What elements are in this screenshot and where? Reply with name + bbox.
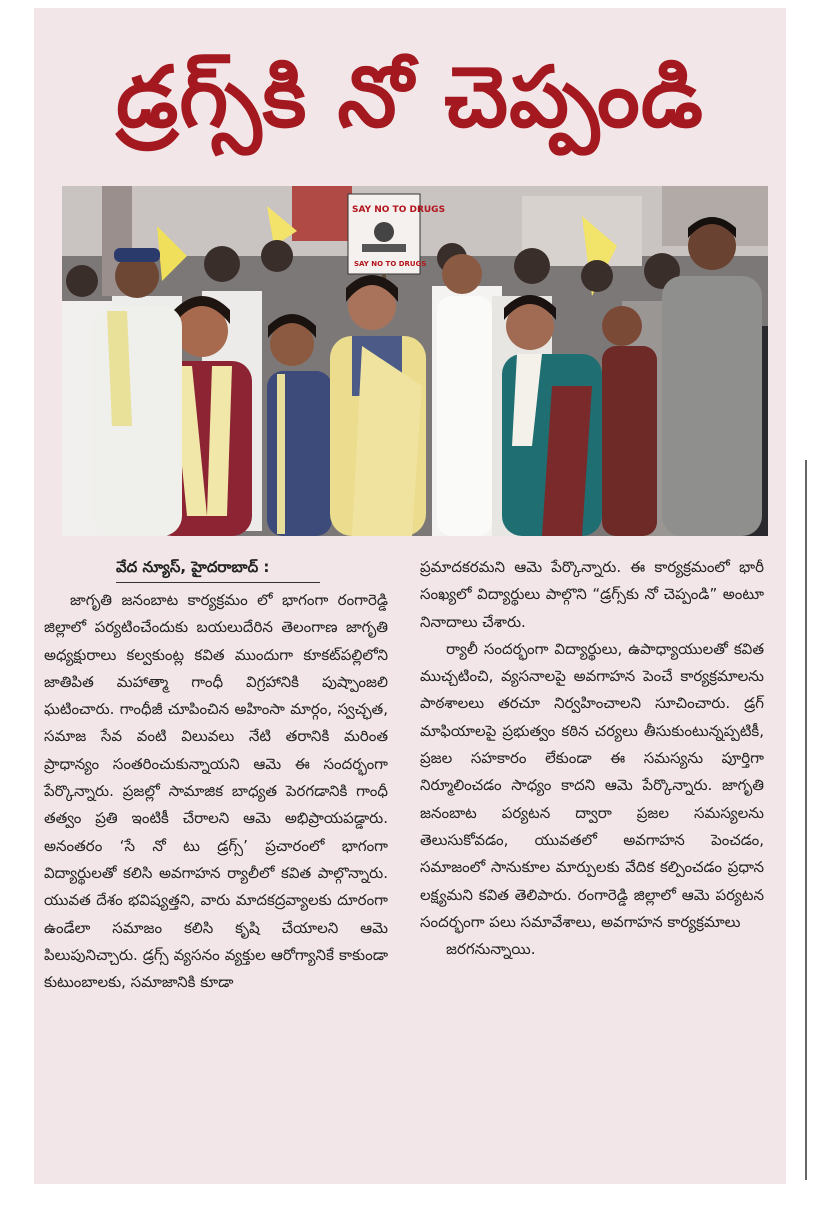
margin-rule (805, 460, 807, 1180)
byline: వేద న్యూస్, హైదరాబాద్ : (116, 554, 320, 583)
article-column-left (44, 554, 388, 996)
article-paragraph-continuation: ప్రమాదకరమని ఆమె పేర్కొన్నారు. ఈ కార్యక్రమంలో భారీ సంఖ్యలో విద్యార్థులు పాల్గొని “డ్రగ్స్‌కు నో చెప్పండి” అంటూ నినాదాలు చేశారు. (420, 558, 764, 631)
rally-photo (62, 186, 768, 536)
article-column-right (420, 554, 764, 963)
placard-text-top: SAY NO TO DRUGS (352, 205, 446, 215)
article-paragraph: జాగృతి జనంబాట కార్యక్రమం లో భాగంగా రంగారెడ్డి జిల్లాలో పర్యటించేందుకు బయలుదేరిన తెలంగాణ జాగృతి అధ్యక్షురాలు కల్వకుంట్ల కవిత ముందుగా కూకట్‌పల్లిలోని జాతిపిత మహాత్మా గాంధీ విగ్రహానికి పుష్పాంజలి ఘటించారు. గాంధీజీ చూపించిన అహింసా మార్గం, స్వచ్ఛత, సమాజ సేవ వంటి విలువలు నేటి తరానికి మరింత ప్రాధాన్యం సంతరించుకున్నాయని ఆమె ఈ సందర్భంగా పేర్కొన్నారు. ప్రజల్లో సామాజిక బాధ్యత పెరగడానికి గాంధీ తత్వం ప్రతి ఇంటికీ చేరాలని ఆమె అభిప్రాయపడ్డారు. అనంతరం ‘సే నో టు డ్రగ్స్’ ప్రచారంలో భాగంగా విద్యార్థులతో కలిసి అవగాహన ర్యాలీలో కవిత పాల్గొన్నారు. యువత దేశం భవిష్యత్తని, వారు మాదకద్రవ్యాలకు దూరంగా ఉండేలా సమాజం కలిసి కృషి చేయాలని ఆమె పిలుపునిచ్చారు. డ్రగ్స్ వ్యసనం వ్యక్తుల ఆరోగ్యానికే కాకుండా కుటుంబాలకు, సమాజానికి కూడా (44, 591, 388, 992)
article-closing-line: జరగనున్నాయి. (446, 940, 536, 959)
placard-text-bottom: SAY NO TO DRUGS (354, 260, 427, 268)
news-clipping (34, 8, 786, 1184)
headline: డ్రగ్స్‌కి నో చెప్పండి (116, 48, 704, 146)
article-paragraph: ర్యాలీ సందర్భంగా విద్యార్థులు, ఉపాధ్యాయులతో కవిత ముచ్చటించి, వ్యసనాలపై అవగాహన పెంచే కార్యక్రమాలను పాఠశాలలు తరచూ నిర్వహించాలని సూచించారు. డ్రగ్ మాఫియాలపై ప్రభుత్వం కఠిన చర్యలు తీసుకుంటున్నప్పటికీ, ప్రజల సహకారం లేకుండా ఈ సమస్యను పూర్తిగా నిర్మూలించడం సాధ్యం కాదని ఆమె పేర్కొన్నారు. జాగృతి జనంబాట పర్యటన ద్వారా ప్రజల సమస్యలను తెలుసుకోవడం, యువతలో అవగాహన పెంచడం, సమాజంలో సానుకూల మార్పులకు వేదిక కల్పించడం ప్రధాన లక్ష్యమని కవిత తెలిపారు. రంగారెడ్డి జిల్లాలో ఆమె పర్యటన సందర్భంగా పలు సమావేశాలు, అవగాహన కార్యక్రమాలు (420, 639, 764, 931)
